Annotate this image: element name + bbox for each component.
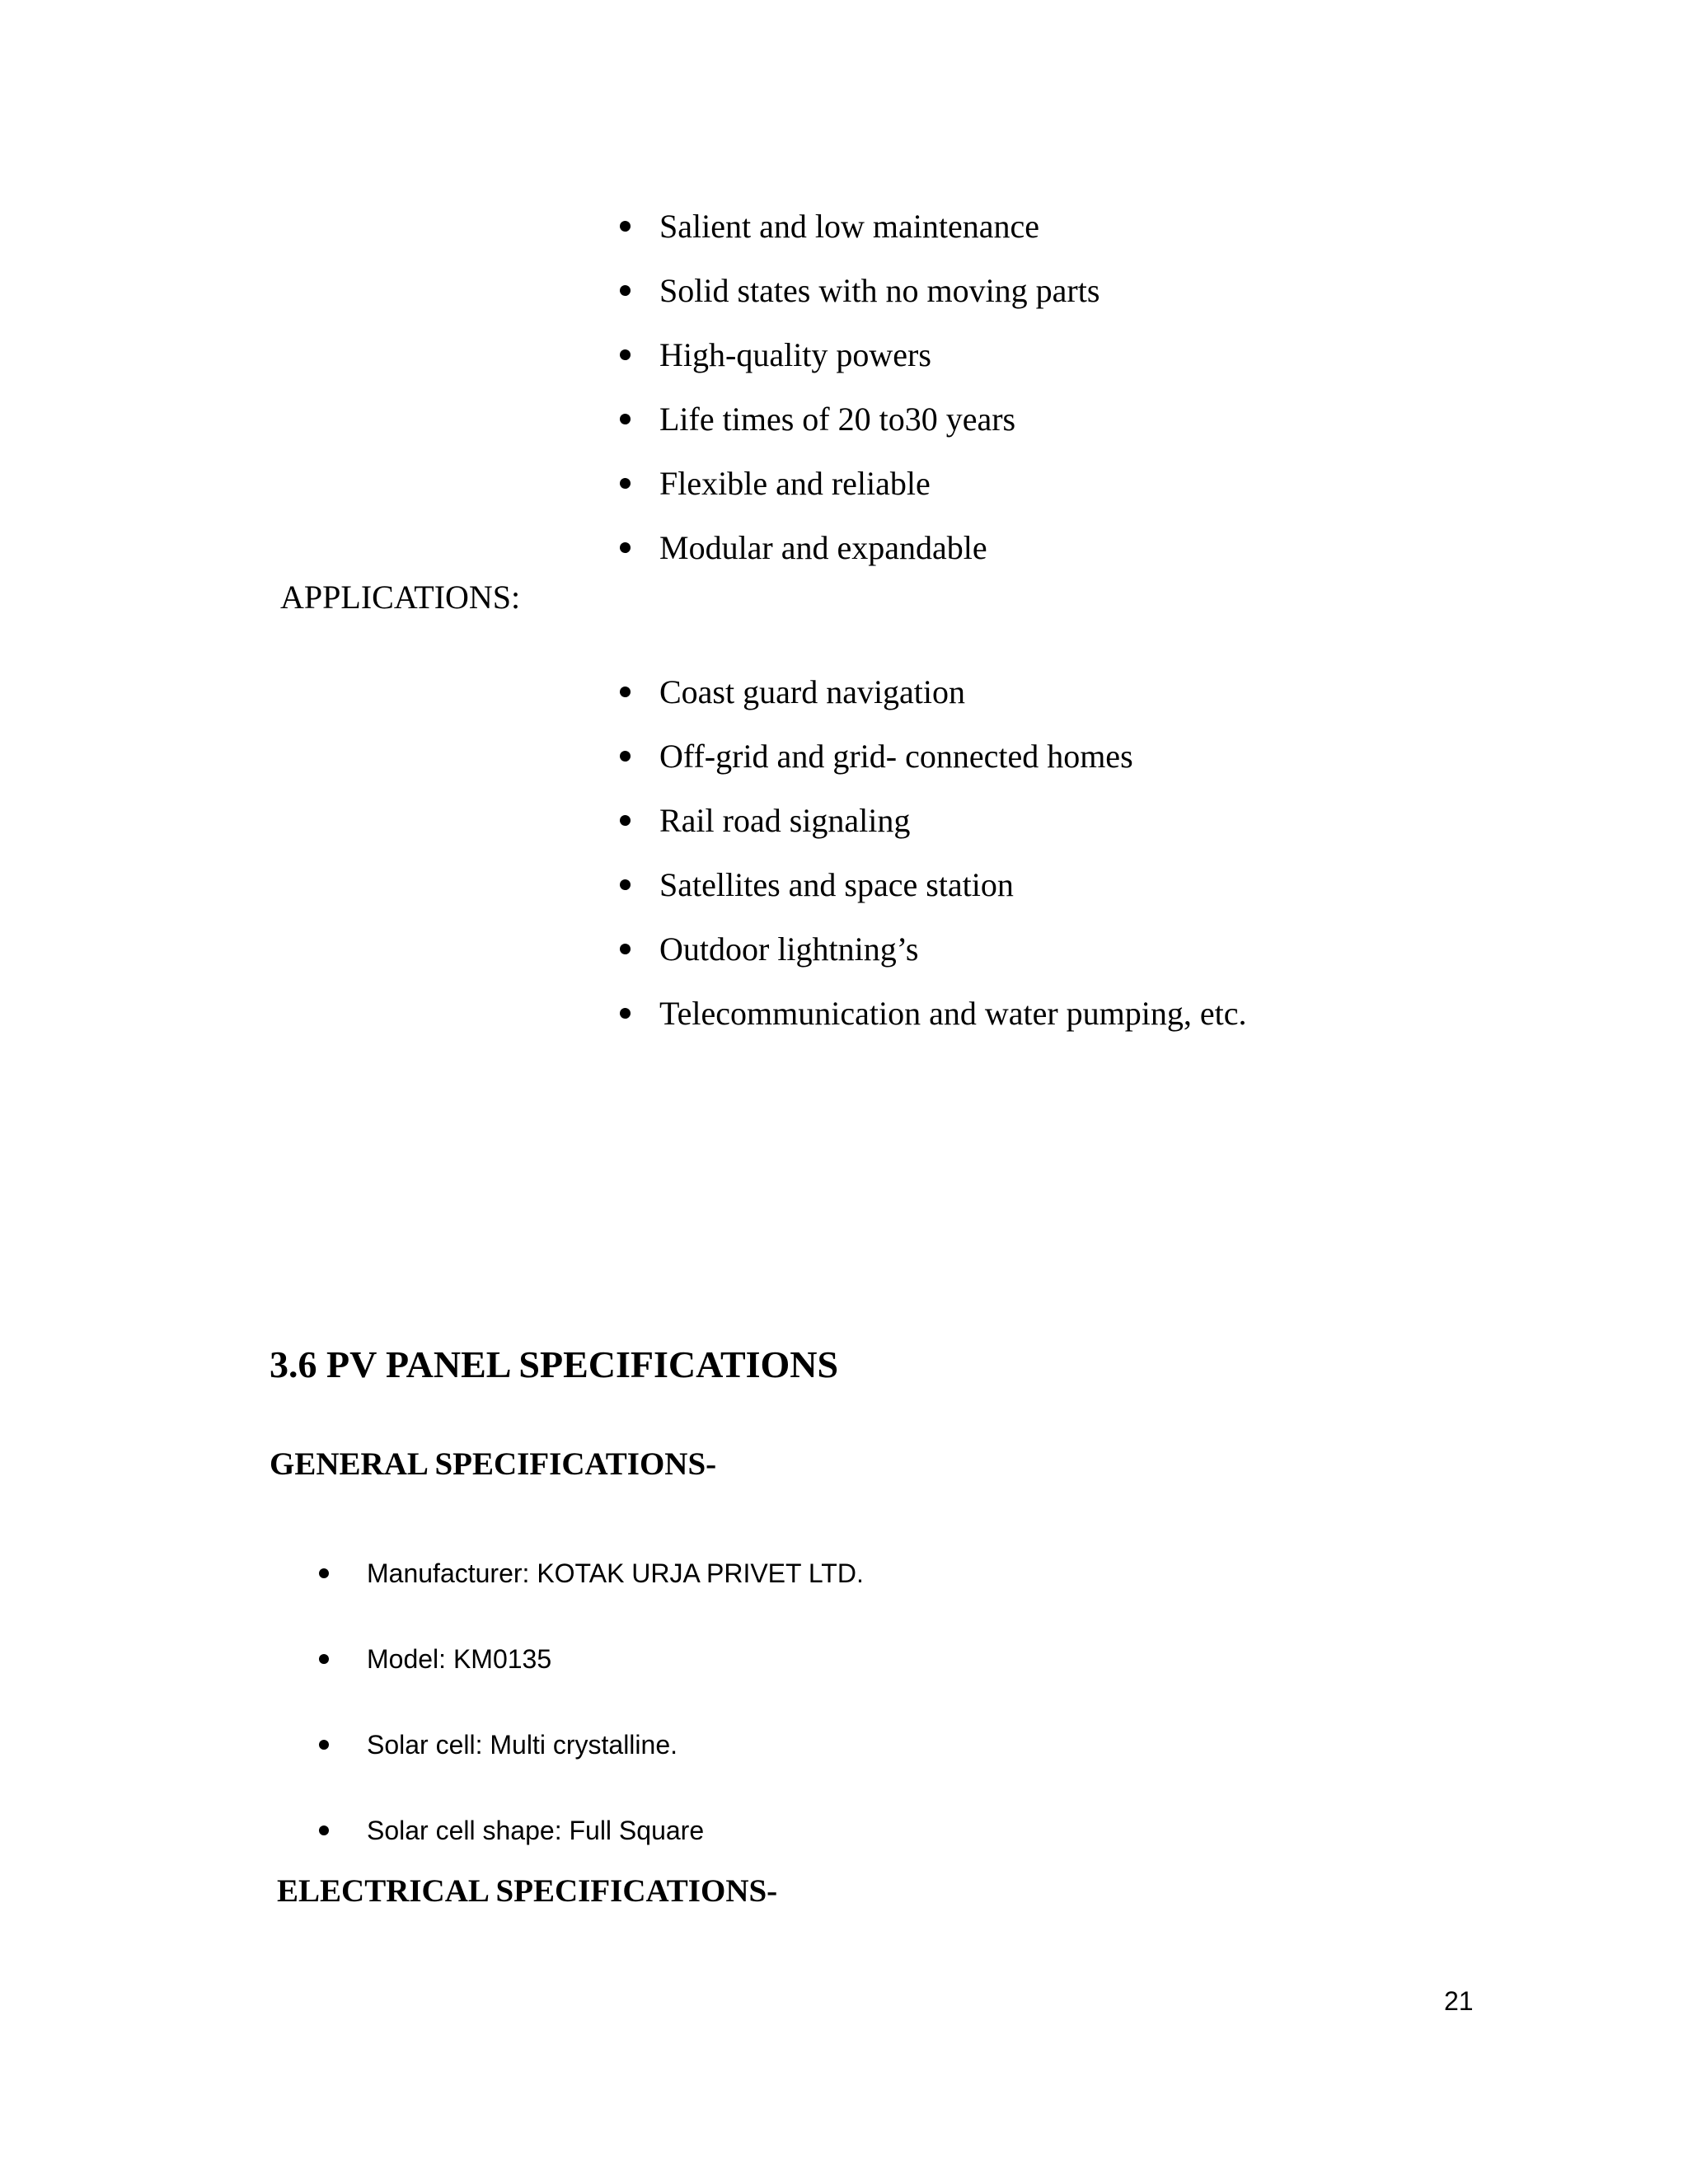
bullet-icon (620, 349, 631, 360)
list-item-text: High-quality powers (659, 336, 931, 373)
list-item (317, 1530, 864, 1616)
list-item-text: Solar cell: Multi crystalline. (367, 1730, 678, 1760)
bullet-icon (319, 1825, 329, 1835)
list-item (610, 516, 1100, 580)
list-item-text: Salient and low maintenance (659, 208, 1039, 245)
list-item (317, 1788, 864, 1873)
applications-heading: APPLICATIONS: (280, 579, 521, 616)
section-title: 3.6 PV PANEL SPECIFICATIONS (270, 1343, 839, 1385)
electrical-specifications-heading: ELECTRICAL SPECIFICATIONS- (277, 1873, 778, 1909)
list-item (610, 789, 1247, 853)
list-item-text: Modular and expandable (659, 529, 987, 566)
list-item-text: Manufacturer: KOTAK URJA PRIVET LTD. (367, 1558, 864, 1588)
list-item (610, 917, 1247, 982)
applications-list (610, 660, 1247, 1046)
list-item (317, 1616, 864, 1702)
general-specifications-list (317, 1530, 864, 1873)
bullet-icon (620, 542, 631, 553)
list-item-text: Solar cell shape: Full Square (367, 1816, 705, 1845)
bullet-icon (620, 1008, 631, 1019)
bullet-icon (620, 751, 631, 762)
bullet-icon (620, 478, 631, 489)
list-item (317, 1702, 864, 1788)
bullet-icon (620, 944, 631, 954)
list-item-text: Model: KM0135 (367, 1644, 552, 1674)
list-item (610, 323, 1100, 387)
bullet-icon (620, 879, 631, 890)
list-item-text: Off-grid and grid- connected homes (659, 738, 1133, 775)
list-item-text: Outdoor lightning’s (659, 930, 919, 968)
bullet-icon (620, 414, 631, 424)
list-item (610, 982, 1247, 1046)
list-item-text: Coast guard navigation (659, 673, 966, 710)
list-item (610, 387, 1100, 452)
bullet-icon (620, 221, 631, 232)
list-item (610, 452, 1100, 516)
list-item (610, 259, 1100, 323)
list-item-text: Flexible and reliable (659, 465, 931, 502)
list-item-text: Solid states with no moving parts (659, 272, 1100, 309)
bullet-icon (319, 1654, 329, 1664)
bullet-icon (620, 285, 631, 296)
features-list (610, 194, 1100, 580)
general-specifications-heading: GENERAL SPECIFICATIONS- (270, 1446, 717, 1482)
list-item (610, 660, 1247, 724)
list-item (610, 853, 1247, 917)
bullet-icon (620, 815, 631, 826)
page-number: 21 (1444, 1986, 1474, 2016)
list-item-text: Life times of 20 to30 years (659, 401, 1016, 438)
list-item-text: Rail road signaling (659, 802, 911, 839)
list-item (610, 724, 1247, 789)
bullet-icon (319, 1568, 329, 1578)
bullet-icon (319, 1740, 329, 1750)
list-item-text: Satellites and space station (659, 866, 1014, 903)
bullet-icon (620, 687, 631, 697)
list-item-text: Telecommunication and water pumping, etc. (659, 995, 1247, 1032)
list-item (610, 194, 1100, 259)
